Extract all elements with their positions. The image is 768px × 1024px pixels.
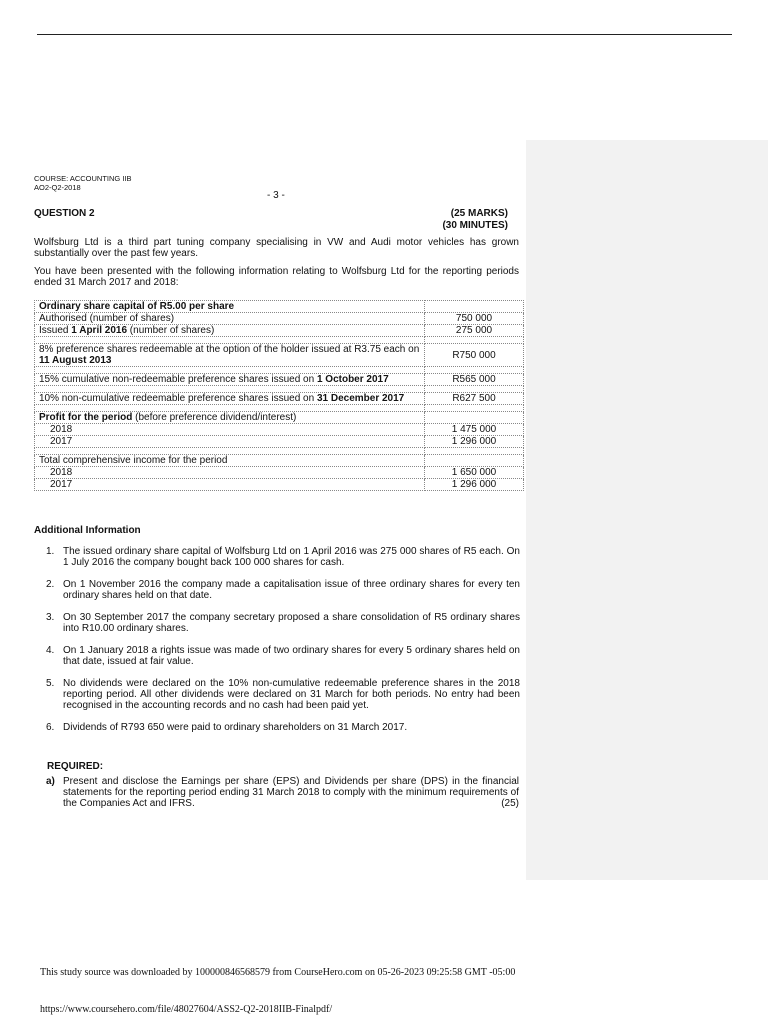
table-row	[35, 301, 524, 313]
table-row	[35, 412, 524, 424]
intro-paragraph: Wolfsburg Ltd is a third part tuning company specialising in VW and Audi motor vehicles has grown substantially over the past few years.	[34, 237, 519, 259]
profit-2017-label: 2017	[35, 436, 425, 448]
additional-info-title: Additional Information	[34, 525, 141, 536]
required-a-marks: (25)	[501, 798, 519, 809]
list-item: 6. Dividends of R793 650 were paid to ordinary shareholders on 31 March 2017.	[46, 722, 408, 733]
table-row	[35, 467, 524, 479]
required-a-text: Present and disclose the Earnings per share (EPS) and Dividends per share (DPS) in the financial statements for the reporting period ending 31 March 2018 to comply with the minimum requirements of the Companies Act and IFRS.	[63, 776, 519, 809]
share-info-table	[34, 300, 524, 491]
tci-2017-label: 2017	[35, 479, 425, 491]
question-marks: (25 MARKS)	[450, 208, 508, 219]
list-item: 5. No dividends were declared on the 10% non-cumulative redeemable preference shares in the 2018 reporting period. All other dividends were declared on 31 March for both periods. No entry had been recognised in the accounting records and no cash had been paid yet.	[46, 678, 520, 711]
profit-2017-value: 1 296 000	[425, 436, 524, 448]
profit-2018-value: 1 475 000	[425, 424, 524, 436]
required-item-a	[34, 776, 519, 809]
tci-2018-value: 1 650 000	[425, 467, 524, 479]
required-a-label: a)	[46, 776, 55, 787]
course-header	[34, 174, 132, 192]
table-row	[35, 393, 524, 405]
tci-2018-label: 2018	[35, 467, 425, 479]
issued-value: 275 000	[425, 325, 524, 337]
download-notice: This study source was downloaded by 100000846568579 from CourseHero.com on 05-26-2023 09:25:58 GMT -05:00	[40, 967, 516, 978]
ord-header: Ordinary share capital of R5.00 per share	[35, 301, 425, 313]
authorised-label: Authorised (number of shares)	[35, 313, 425, 325]
pref10-label: 10% non-cumulative redeemable preference shares issued on 31 December 2017	[35, 393, 425, 405]
table-row	[35, 436, 524, 448]
course-line: COURSE: ACCOUNTING IIB	[34, 174, 132, 183]
additional-info-list	[34, 546, 520, 744]
pref15-value: R565 000	[425, 374, 524, 386]
tci-label: Total comprehensive income for the period	[35, 455, 425, 467]
source-url[interactable]: https://www.coursehero.com/file/48027604/ASS2-Q2-2018IIB-Finalpdf/	[40, 1004, 333, 1015]
question-minutes: (30 MINUTES)	[442, 220, 508, 231]
question-heading	[34, 208, 508, 231]
question-title: QUESTION 2	[34, 208, 95, 219]
issued-label: Issued 1 April 2016 (number of shares)	[35, 325, 425, 337]
required-title: REQUIRED:	[47, 761, 104, 772]
pref8-value: R750 000	[425, 344, 524, 367]
profit-2018-label: 2018	[35, 424, 425, 436]
list-item: 4. On 1 January 2018 a rights issue was made of two ordinary shares for every 5 ordinary shares held on that date, issued at fair value.	[46, 645, 520, 667]
tci-2017-value: 1 296 000	[425, 479, 524, 491]
table-row	[35, 374, 524, 386]
pref10-value: R627 500	[425, 393, 524, 405]
table-row	[35, 424, 524, 436]
table-row	[35, 313, 524, 325]
code-line: AO2-Q2-2018	[34, 183, 81, 192]
profit-label: Profit for the period (before preference dividend/interest)	[35, 412, 425, 424]
list-item: 3. On 30 September 2017 the company secretary proposed a share consolidation of R5 ordinary shares into R10.00 ordinary shares.	[46, 612, 520, 634]
list-item: 2. On 1 November 2016 the company made a capitalisation issue of three ordinary shares for every ten ordinary shares held on that date.	[46, 579, 520, 601]
intro-paragraph-2: You have been presented with the following information relating to Wolfsburg Ltd for the reporting periods ended 31 March 2017 and 2018:	[34, 266, 519, 288]
pref15-label: 15% cumulative non-redeemable preference shares issued on 1 October 2017	[35, 374, 425, 386]
table-row	[35, 455, 524, 467]
table-row	[35, 479, 524, 491]
list-item: 1. The issued ordinary share capital of Wolfsburg Ltd on 1 April 2016 was 275 000 shares of R5 each. On 1 July 2016 the company bought back 100 000 shares for cash.	[46, 546, 520, 568]
comment-pane	[526, 140, 768, 880]
top-rule	[37, 34, 732, 35]
page-number: - 3 -	[267, 190, 285, 201]
table-row	[35, 325, 524, 337]
table-row	[35, 344, 524, 367]
authorised-value: 750 000	[425, 313, 524, 325]
pref8-label: 8% preference shares redeemable at the option of the holder issued at R3.75 each on 11 August 2013	[35, 344, 425, 367]
